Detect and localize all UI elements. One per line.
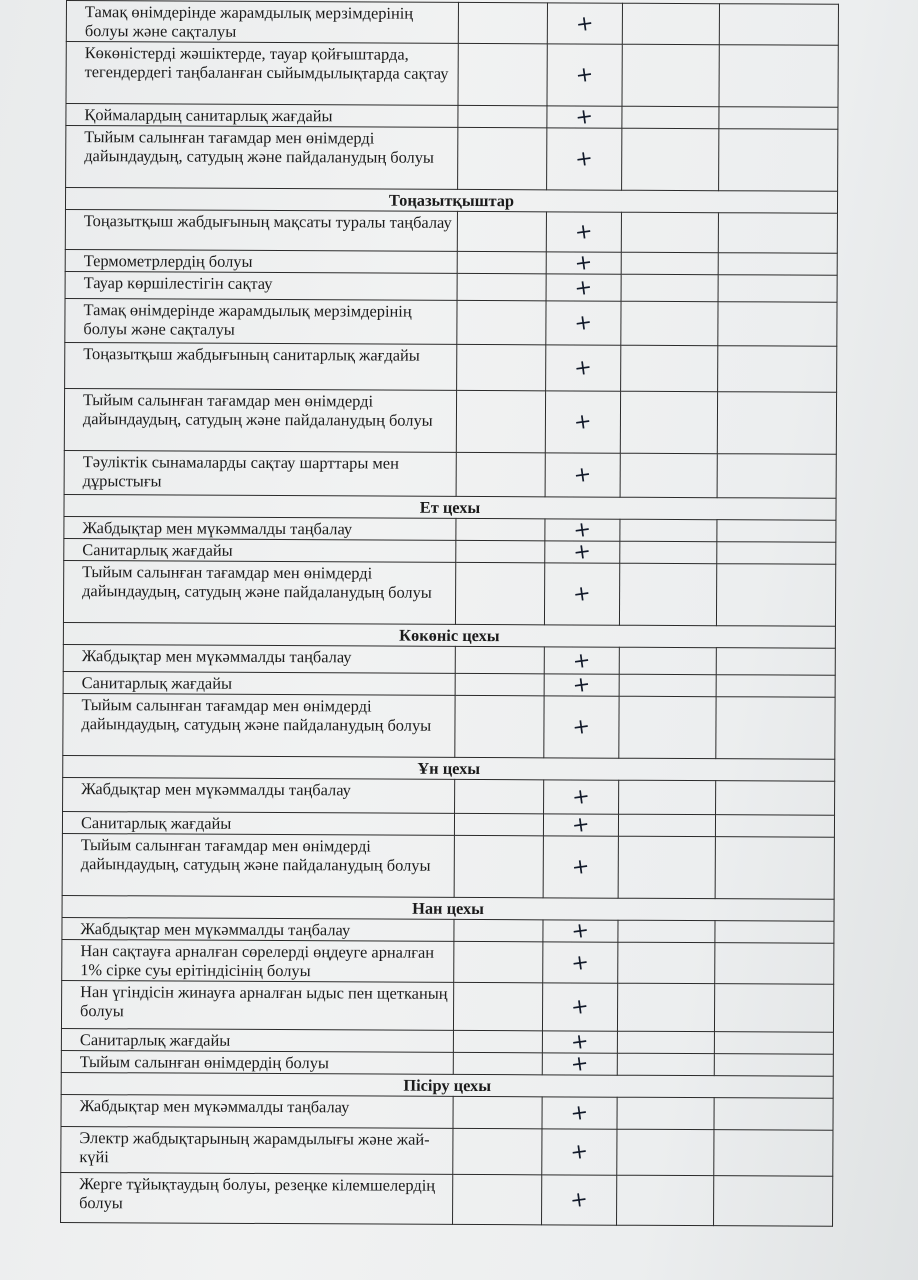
- empty-cell: [622, 44, 719, 106]
- empty-cell: [715, 837, 834, 900]
- check-cell: [544, 647, 619, 674]
- section-title: Ет цехы: [64, 494, 836, 520]
- handwritten-plus-mark: +: [573, 218, 595, 245]
- checklist-row: [61, 1172, 833, 1226]
- empty-cell: [617, 1097, 714, 1129]
- requirement-text: Тәуліктік сынамаларды сақтау шарттары мен дұрыстығы: [64, 450, 456, 496]
- checklist-row: [65, 209, 837, 253]
- empty-cell: [455, 695, 544, 757]
- empty-cell: [719, 107, 838, 130]
- empty-cell: [717, 520, 836, 543]
- check-cell: [543, 942, 618, 983]
- empty-cell: [716, 781, 835, 816]
- empty-cell: [617, 1129, 714, 1175]
- empty-cell: [621, 301, 718, 345]
- empty-cell: [715, 815, 834, 838]
- empty-cell: [619, 780, 716, 814]
- requirement-text: Жерге тұйықтаудың болуы, резеңке кілемшелердің болуы: [61, 1172, 453, 1224]
- empty-cell: [454, 941, 543, 982]
- checklist-row: [65, 271, 837, 302]
- handwritten-plus-mark: +: [571, 538, 593, 565]
- empty-cell: [718, 346, 837, 393]
- requirement-text: Тауар көршілестігін сақтау: [65, 271, 457, 300]
- handwritten-plus-mark: +: [574, 103, 595, 130]
- empty-cell: [621, 212, 718, 252]
- requirement-text: Жабдықтар мен мүкәммалды таңбалау: [63, 644, 455, 673]
- handwritten-plus-mark: +: [571, 580, 593, 607]
- checklist-row: [62, 833, 834, 899]
- check-cell: [546, 301, 621, 345]
- empty-cell: [453, 1030, 542, 1052]
- empty-cell: [714, 1054, 833, 1077]
- empty-cell: [454, 813, 543, 835]
- empty-cell: [716, 675, 835, 698]
- empty-cell: [714, 1032, 833, 1055]
- handwritten-plus-mark: +: [572, 461, 593, 488]
- empty-cell: [619, 696, 716, 758]
- check-cell: [546, 274, 621, 301]
- section-title: Көкөніс цехы: [63, 622, 835, 648]
- requirement-text: Тыйым салынған тағамдар мен өнімдерді дайындаудың, сатудың және пайдаланудың болуы: [62, 833, 454, 897]
- checklist-row: [61, 1094, 833, 1130]
- requirement-text: Жабдықтар мен мүкәммалды таңбалау: [62, 917, 454, 941]
- empty-cell: [617, 1175, 714, 1225]
- empty-cell: [719, 4, 838, 46]
- section-title: Тоңазытқыштар: [65, 188, 837, 214]
- requirement-text: Тоңазытқыш жабдығының санитарлық жағдайы: [65, 342, 457, 390]
- empty-cell: [717, 392, 836, 455]
- requirement-text: Нан сақтауға арналған сөрелерді өңдеуге арналған 1% сірке суы ерітіндісінің болуы: [62, 939, 454, 982]
- empty-cell: [620, 519, 717, 541]
- empty-cell: [717, 454, 836, 499]
- handwritten-plus-mark: +: [569, 993, 591, 1020]
- checklist-row: [63, 777, 835, 815]
- check-cell: [542, 1050, 617, 1077]
- empty-cell: [456, 452, 545, 496]
- handwritten-plus-mark: +: [573, 145, 595, 172]
- section-title: Пісіру цехы: [61, 1072, 833, 1098]
- checklist-row: [66, 42, 838, 108]
- empty-cell: [617, 1053, 714, 1075]
- check-cell: [543, 811, 618, 838]
- empty-cell: [718, 213, 837, 254]
- empty-cell: [715, 921, 834, 944]
- requirement-text: Қоймалардың санитарлық жағдайы: [66, 104, 458, 128]
- empty-cell: [458, 127, 547, 189]
- check-cell: [546, 249, 621, 276]
- check-cell: [545, 516, 620, 543]
- requirement-text: Тамақ өнімдерінде жарамдылық мерзімдерінің болуы және сақталуы: [66, 1, 458, 44]
- empty-cell: [453, 1174, 542, 1224]
- empty-cell: [719, 129, 838, 192]
- empty-cell: [716, 697, 835, 760]
- handwritten-plus-mark: +: [570, 811, 592, 838]
- checklist-row: [61, 980, 833, 1032]
- check-cell: [546, 345, 621, 391]
- empty-cell: [715, 943, 834, 985]
- empty-cell: [622, 128, 719, 190]
- checklist-row: [63, 693, 835, 759]
- check-cell: [547, 44, 622, 106]
- empty-cell: [454, 919, 543, 941]
- checklist-row: [63, 560, 835, 626]
- empty-cell: [719, 45, 838, 108]
- handwritten-plus-mark: +: [572, 354, 594, 381]
- empty-cell: [618, 942, 715, 983]
- empty-cell: [622, 3, 719, 44]
- empty-cell: [714, 1176, 833, 1227]
- requirement-text: Тоңазытқыш жабдығының мақсаты туралы таңбалау: [65, 209, 457, 251]
- handwritten-plus-mark: +: [571, 713, 592, 740]
- empty-cell: [455, 673, 544, 695]
- requirement-text: Тыйым салынған өнімдердің болуы: [61, 1050, 453, 1074]
- check-cell: [542, 983, 617, 1031]
- handwritten-plus-mark: +: [573, 249, 594, 276]
- empty-cell: [717, 542, 836, 565]
- check-cell: [545, 538, 620, 565]
- checklist-row: [65, 342, 837, 392]
- requirement-text: Санитарлық жағдайы: [61, 1028, 453, 1052]
- empty-cell: [458, 105, 547, 127]
- requirement-text: Тыйым салынған тағамдар мен өнімдерді дайындаудың, сатудың және пайдаланудың болуы: [64, 388, 456, 452]
- checklist-table: [60, 0, 839, 1227]
- check-cell: [542, 1097, 617, 1129]
- requirement-text: Санитарлық жағдайы: [62, 811, 454, 835]
- empty-cell: [621, 252, 718, 274]
- requirement-text: Термометрлердің болуы: [65, 249, 457, 273]
- handwritten-plus-mark: +: [569, 1028, 591, 1055]
- requirement-text: Жабдықтар мен мүкәммалды таңбалау: [64, 516, 456, 540]
- handwritten-plus-mark: +: [572, 408, 594, 435]
- empty-cell: [718, 253, 837, 276]
- check-cell: [547, 103, 622, 130]
- checklist-row: [66, 126, 838, 192]
- check-cell: [542, 1028, 617, 1055]
- empty-cell: [453, 982, 542, 1030]
- empty-cell: [457, 251, 546, 273]
- empty-cell: [455, 562, 544, 624]
- empty-cell: [457, 300, 546, 344]
- empty-cell: [718, 275, 837, 303]
- empty-cell: [718, 302, 837, 347]
- checklist-row: [63, 644, 835, 675]
- empty-cell: [453, 1096, 542, 1128]
- empty-cell: [714, 1130, 833, 1177]
- empty-cell: [621, 274, 718, 301]
- handwritten-plus-mark: +: [573, 273, 594, 301]
- empty-cell: [619, 563, 716, 625]
- empty-cell: [457, 344, 546, 390]
- handwritten-plus-mark: +: [569, 948, 591, 976]
- empty-cell: [621, 345, 718, 391]
- requirement-text: Тыйым салынған тағамдар мен өнімдерді дайындаудың, сатудың және пайдаланудың болуы: [66, 126, 458, 190]
- section-title: Ұн цехы: [63, 755, 835, 781]
- checklist-row: [62, 939, 834, 984]
- empty-cell: [714, 1098, 833, 1131]
- handwritten-plus-mark: +: [570, 783, 592, 810]
- check-cell: [542, 1129, 617, 1175]
- empty-cell: [455, 646, 544, 673]
- empty-cell: [456, 540, 545, 562]
- empty-cell: [454, 835, 543, 897]
- empty-cell: [622, 106, 719, 128]
- requirement-text: Жабдықтар мен мүкәммалды таңбалау: [61, 1094, 453, 1128]
- handwritten-plus-mark: +: [568, 1186, 590, 1213]
- handwritten-plus-mark: +: [573, 309, 594, 336]
- requirement-text: Тыйым салынған тағамдар мен өнімдерді дайындаудың, сатудың және пайдаланудың болуы: [63, 693, 455, 757]
- empty-cell: [620, 391, 717, 453]
- handwritten-plus-mark: +: [568, 1138, 590, 1165]
- requirement-text: Электр жабдықтарының жарамдылығы және жай-күйі: [61, 1126, 453, 1174]
- empty-cell: [618, 836, 715, 898]
- requirement-text: Санитарлық жағдайы: [63, 671, 455, 695]
- check-cell: [544, 563, 619, 625]
- handwritten-plus-mark: +: [570, 853, 592, 880]
- requirement-text: Тыйым салынған тағамдар мен өнімдерді дайындаудың, сатудың және пайдаланудың болуы: [63, 560, 455, 624]
- handwritten-plus-mark: +: [569, 1050, 591, 1077]
- check-cell: [547, 128, 622, 190]
- empty-cell: [620, 541, 717, 563]
- check-cell: [545, 453, 620, 497]
- checklist-row: [61, 1126, 833, 1176]
- empty-cell: [618, 920, 715, 942]
- handwritten-plus-mark: +: [571, 646, 593, 674]
- handwritten-plus-mark: +: [574, 9, 596, 37]
- handwritten-plus-mark: +: [571, 671, 592, 698]
- check-cell: [546, 212, 621, 252]
- requirement-text: Нан үгіндісін жинауға арналған ыдыс пен щетканың болуы: [61, 980, 453, 1030]
- empty-cell: [716, 648, 835, 676]
- check-cell: [543, 836, 618, 898]
- empty-cell: [453, 1128, 542, 1174]
- empty-cell: [619, 674, 716, 696]
- check-cell: [544, 671, 619, 698]
- empty-cell: [714, 984, 833, 1033]
- check-cell: [545, 391, 620, 453]
- empty-cell: [618, 814, 715, 836]
- check-cell: [547, 3, 622, 44]
- empty-cell: [458, 2, 547, 43]
- check-cell: [543, 917, 618, 944]
- handwritten-plus-mark: +: [570, 917, 591, 944]
- requirement-text: Тамақ өнімдерінде жарамдылық мерзімдерінің болуы және сақталуы: [65, 298, 457, 344]
- handwritten-plus-mark: +: [574, 61, 595, 88]
- checklist-row: [65, 298, 837, 346]
- requirement-text: Жабдықтар мен мүкәммалды таңбалау: [63, 777, 455, 813]
- empty-cell: [458, 43, 547, 105]
- empty-cell: [617, 983, 714, 1031]
- checklist-row: [64, 388, 836, 454]
- empty-cell: [620, 453, 717, 497]
- check-cell: [542, 1175, 617, 1225]
- empty-cell: [456, 390, 545, 452]
- empty-cell: [453, 1052, 542, 1074]
- checklist-row: [64, 450, 836, 498]
- requirement-text: Санитарлық жағдайы: [64, 538, 456, 562]
- requirement-text: Көкөністерді жәшіктерде, тауар қойғыштарда, тегендердегі таңбаланған сыйымдылықтарда сақтау: [66, 42, 458, 106]
- handwritten-plus-mark: +: [572, 516, 593, 543]
- empty-cell: [716, 564, 835, 627]
- checklist-row: [66, 1, 838, 46]
- empty-cell: [456, 518, 545, 540]
- empty-cell: [617, 1031, 714, 1053]
- empty-cell: [457, 273, 546, 300]
- empty-cell: [457, 211, 546, 251]
- check-cell: [544, 696, 619, 758]
- empty-cell: [619, 647, 716, 674]
- section-title: Нан цехы: [62, 895, 834, 921]
- handwritten-plus-mark: +: [569, 1099, 590, 1126]
- empty-cell: [455, 779, 544, 813]
- check-cell: [544, 780, 619, 814]
